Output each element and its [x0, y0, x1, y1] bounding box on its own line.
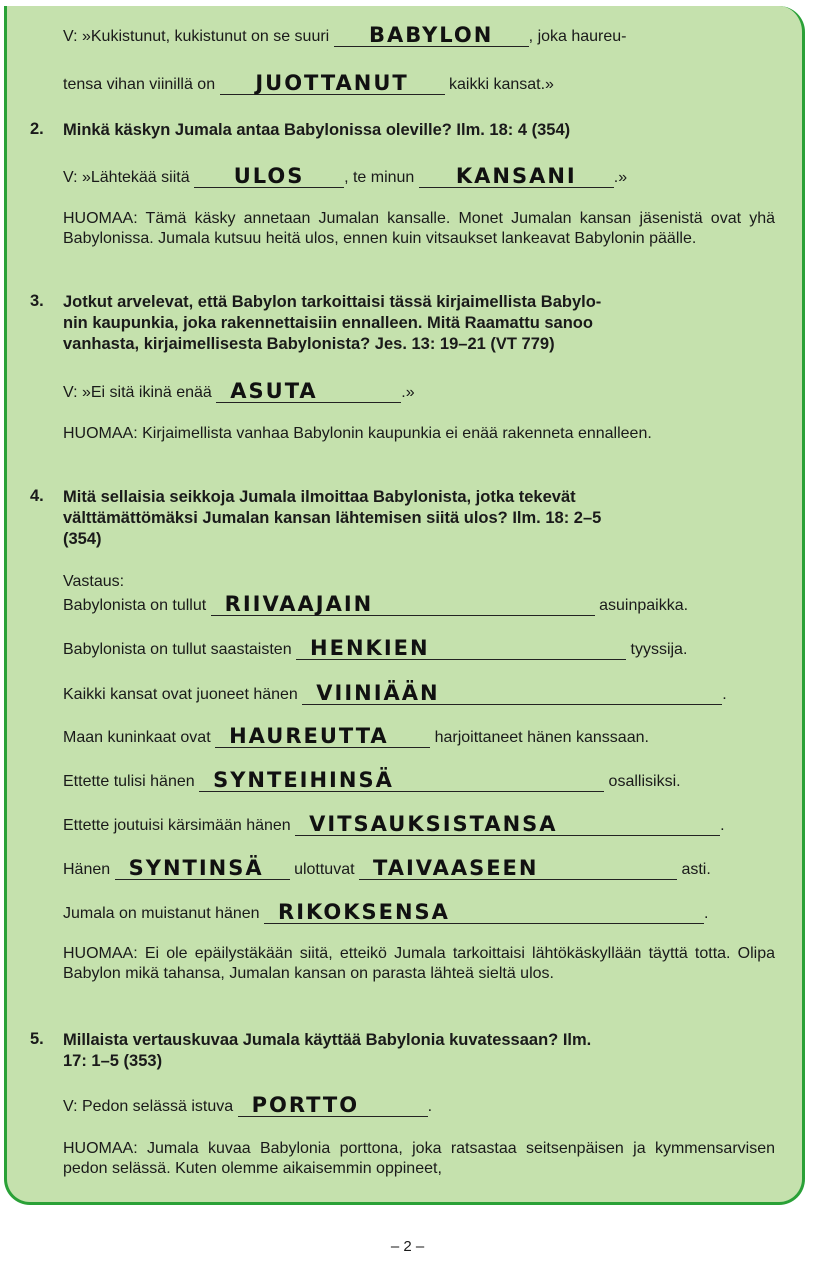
answer-blank: VIINIÄÄN [302, 682, 722, 705]
answer-row-4: Maan kuninkaat ovat HAUREUTTA harjoittaneet hänen kanssaan. [63, 724, 649, 748]
answer-blank: ULOS [194, 165, 344, 188]
answer-blank: HAUREUTTA [215, 725, 430, 748]
question-number: 3. [30, 292, 44, 310]
question-3-answer: V: »Ei sitä ikinä enää ASUTA .» [63, 379, 415, 403]
answer-row-1: Babylonista on tullut RIIVAAJAIN asuinpaikka. [63, 592, 689, 616]
question-5-answer: V: Pedon selässä istuva PORTTO . [63, 1093, 433, 1117]
question-4-line-2: välttämättömäksi Jumalan kansan lähtemisen siitä ulos? Ilm. 18: 2–5 [63, 509, 602, 527]
answer-blank: VITSAUKSISTANSA [295, 813, 720, 836]
question-4-line-3: (354) [63, 530, 102, 548]
question-2-text: Minkä käskyn Jumala antaa Babylonissa oleville? Ilm. 18: 4 (354) [63, 121, 571, 139]
page-number: – 2 – [390, 1238, 425, 1255]
question-3-line-1: Jotkut arvelevat, että Babylon tarkoittaisi tässä kirjaimellista Babylo- [63, 293, 602, 311]
question-number: 4. [30, 487, 44, 505]
answer-row-8: Jumala on muistanut hänen RIKOKSENSA . [63, 900, 709, 924]
answer-blank: RIIVAAJAIN [211, 593, 595, 616]
intro-line-1: V: »Kukistunut, kukistunut on se suuri BABYLON , joka haureu- [63, 23, 627, 47]
answer-blank: HENKIEN [296, 637, 626, 660]
answer-row-2: Babylonista on tullut saastaisten HENKIEN tyyssija. [63, 636, 688, 660]
answer-row-3: Kaikki kansat ovat juoneet hänen VIINIÄÄN . [63, 681, 727, 705]
answer-blank: BABYLON [334, 24, 529, 47]
question-2-note: HUOMAA: Tämä käsky annetaan Jumalan kansalle. Monet Jumalan kansan jäsenistä ovat yhä Babylonissa. Jumala kutsuu heitä ulos, ennen kuin vitsaukset lankeavat Babylonin päälle. [63, 210, 775, 247]
intro-line-2: tensa vihan viinillä on JUOTTANUT kaikki kansat.» [63, 71, 554, 95]
question-4-note: HUOMAA: Ei ole epäilystäkään siitä, etteikö Jumala tarkoittaisi lähtökäskyllään täyttä totta. Olipa Babylon mikä tahansa, Jumalan kansan on parasta lähteä sieltä ulos. [63, 945, 775, 982]
answer-blank: SYNTINSÄ [115, 857, 290, 880]
question-number: 5. [30, 1030, 44, 1048]
answer-row-5: Ettette tulisi hänen SYNTEIHINSÄ osallisiksi. [63, 768, 681, 792]
answer-blank: PORTTO [238, 1094, 428, 1117]
question-5-note: HUOMAA: Jumala kuvaa Babylonia porttona, joka ratsastaa seitsenpäisen ja kymmensarvisen pedon selässä. Kuten olemme aikaisemmin oppineet, [63, 1140, 775, 1177]
question-3-line-2: nin kaupunkia, joka rakennettaisiin ennalleen. Mitä Raamattu sanoo [63, 314, 593, 332]
question-3-note: HUOMAA: Kirjaimellista vanhaa Babylonin kaupunkia ei enää rakenneta ennalleen. [63, 425, 652, 442]
answer-row-6: Ettette joutuisi kärsimään hänen VITSAUKSISTANSA . [63, 812, 725, 836]
question-2-answer: V: »Lähtekää siitä ULOS , te minun KANSANI .» [63, 164, 628, 188]
answer-blank: JUOTTANUT [220, 72, 445, 95]
answer-row-7: Hänen SYNTINSÄ ulottuvat TAIVAASEEN asti. [63, 856, 711, 880]
vastaus-label: Vastaus: [63, 573, 125, 590]
answer-blank: SYNTEIHINSÄ [199, 769, 604, 792]
question-3-line-3: vanhasta, kirjaimellisesta Babylonista? Jes. 13: 19–21 (VT 779) [63, 335, 555, 353]
answer-blank: KANSANI [419, 165, 614, 188]
question-5-line-1: Millaista vertauskuvaa Jumala käyttää Babylonia kuvatessaan? Ilm. [63, 1031, 592, 1049]
answer-blank: TAIVAASEEN [359, 857, 677, 880]
answer-blank: ASUTA [216, 380, 401, 403]
question-number: 2. [30, 120, 44, 138]
question-4-line-1: Mitä sellaisia seikkoja Jumala ilmoittaa Babylonista, jotka tekevät [63, 488, 576, 506]
question-5-line-2: 17: 1–5 (353) [63, 1052, 163, 1070]
answer-blank: RIKOKSENSA [264, 901, 704, 924]
